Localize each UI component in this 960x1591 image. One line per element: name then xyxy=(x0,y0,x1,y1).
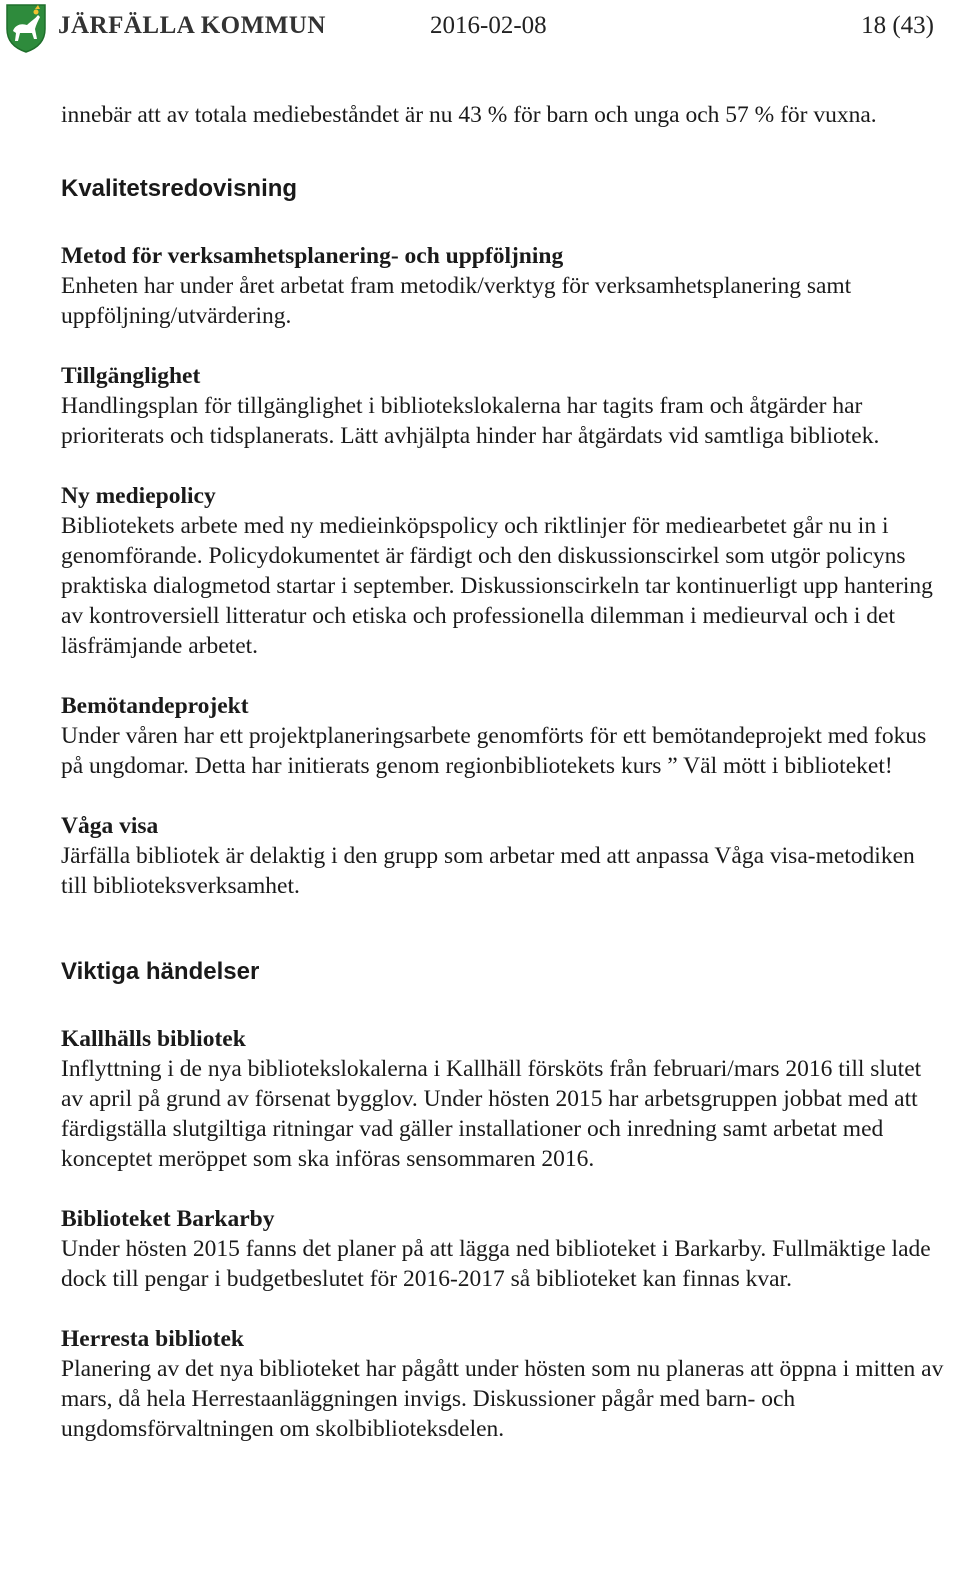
paragraph-bemotandeprojekt: Under våren har ett projektplaneringsarbete genomförts för ett bemötandeprojekt med fokus på ungdomar. Detta har initierats genom regionbibliotekets kurs ” Väl mött i biblioteket! xyxy=(61,723,927,779)
page-number: 18 (43) xyxy=(861,12,934,39)
paragraph-tillganglighet: Handlingsplan för tillgänglighet i bibliotekslokalerna har tagits fram och åtgärder har prioriterats och tidsplanerats. Lätt avhjälpta hinder har åtgärdats vid samtliga bibliotek. xyxy=(61,393,880,449)
subheading-barkarby: Biblioteket Barkarby xyxy=(61,1206,275,1232)
paragraph-vaga-visa: Järfälla bibliotek är delaktig i den grupp som arbetar med att anpassa Våga visa-metodiken till biblioteksverksamhet. xyxy=(61,843,915,899)
subheading-tillganglighet: Tillgänglighet xyxy=(61,363,201,389)
subheading-herresta: Herresta bibliotek xyxy=(61,1326,244,1352)
document-date: 2016-02-08 xyxy=(430,12,547,39)
paragraph-mediepolicy: Bibliotekets arbete med ny medieinköpspolicy och riktlinjer för mediearbetet går nu in i genomförande. Policydokumentet är färdigt och den diskussionscirkel som utgör policyns praktiska dialogmetod startar i september. Diskussionscirkeln tar kontinuerligt upp hantering av kontroversiell litteratur och etiska och professionella dilemman i medieurval och i det läsfrämjande arbetet. xyxy=(61,513,933,659)
subheading-bemotandeprojekt: Bemötandeprojekt xyxy=(61,693,249,719)
paragraph-metod: Enheten har under året arbetat fram metodik/verktyg för verksamhetsplanering samt uppföljning/utvärdering. xyxy=(61,273,852,329)
section-title-kvalitetsredovisning: Kvalitetsredovisning xyxy=(61,175,298,202)
subheading-kallhall: Kallhälls bibliotek xyxy=(61,1026,246,1052)
brand-name: JÄRFÄLLA KOMMUN xyxy=(58,12,326,39)
subheading-metod: Metod för verksamhetsplanering- och uppföljning xyxy=(61,243,564,269)
page-header xyxy=(0,0,960,56)
document-body xyxy=(61,100,946,1444)
section-title-viktiga-handelser: Viktiga händelser xyxy=(61,958,260,985)
intro-paragraph: innebär att av totala mediebeståndet är nu 43 % för barn och unga och 57 % för vuxna. xyxy=(61,102,877,128)
paragraph-herresta: Planering av det nya biblioteket har pågått under hösten som nu planeras att öppna i mitten av mars, då hela Herrestaanläggningen invigs. Diskussioner pågår med barn- och ungdomsförvaltningen om skolbiblioteksdelen. xyxy=(61,1356,944,1442)
paragraph-kallhall: Inflyttning i de nya bibliotekslokalerna i Kallhäll försköts från februari/mars 2016 till slutet av april på grund av försenat bygglov. Under hösten 2015 har arbetsgruppen jobbat med att färdigställa slutgiltiga ritningar vad gäller installationer och inredning samt arbetat med konceptet meröppet som ska införas sensommaren 2016. xyxy=(61,1056,922,1172)
subheading-mediepolicy: Ny mediepolicy xyxy=(61,483,216,509)
paragraph-barkarby: Under hösten 2015 fanns det planer på att lägga ned biblioteket i Barkarby. Fullmäktige lade dock till pengar i budgetbeslutet för 2016-2017 så biblioteket kan finnas kvar. xyxy=(61,1236,931,1292)
jarfalla-coat-of-arms-icon xyxy=(5,3,47,53)
subheading-vaga-visa: Våga visa xyxy=(61,813,159,839)
